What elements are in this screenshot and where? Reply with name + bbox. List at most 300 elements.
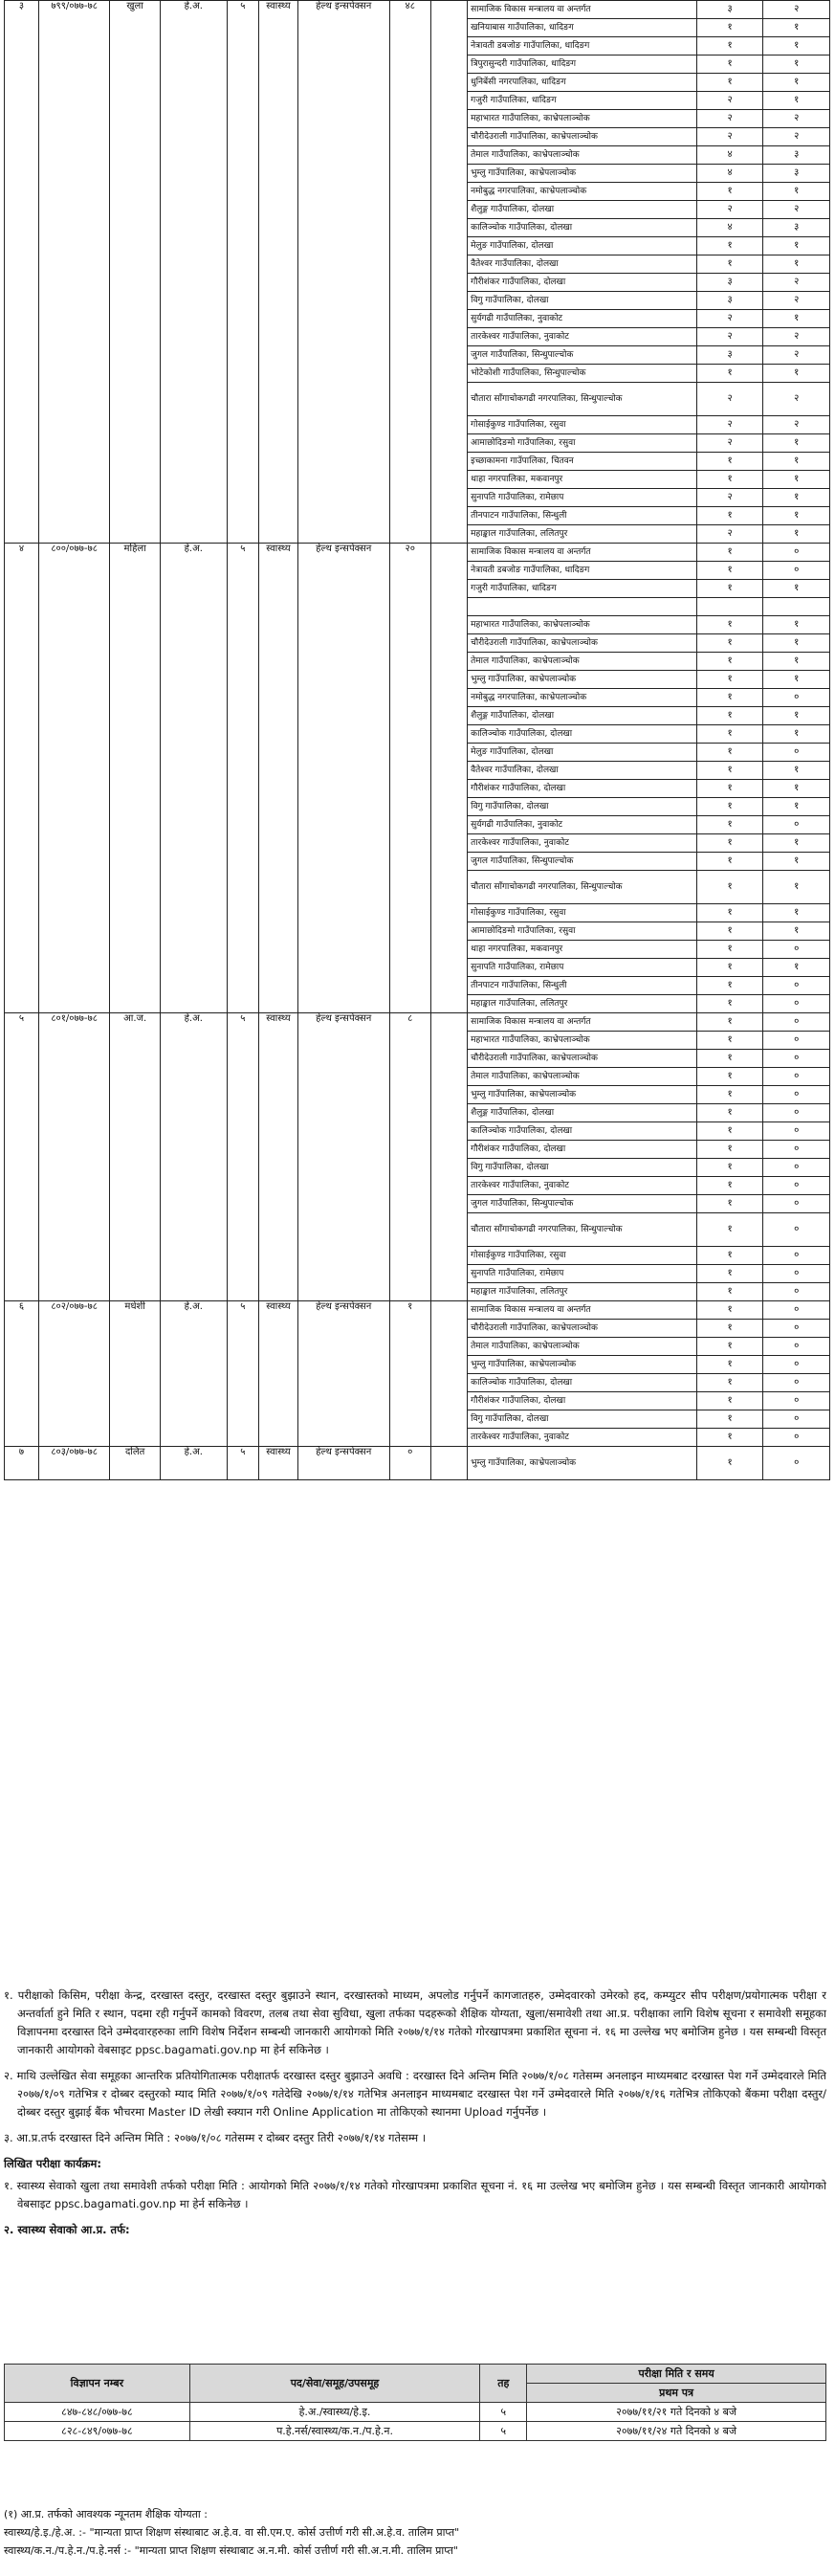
office-name: विगु गाउँपालिका, दोलखा: [468, 798, 697, 816]
count-a: १: [696, 19, 763, 37]
office-name: नमोबुद्ध नगरपालिका, काभ्रेपलाञ्चोक: [468, 183, 697, 201]
office-name: चौरीदेउराली गाउँपालिका, काभ्रेपलाञ्चोक: [468, 634, 697, 653]
level: हे.अ.: [161, 1, 228, 544]
count-b: १: [763, 525, 830, 544]
count-b: १: [763, 580, 830, 598]
count-a: १: [696, 816, 763, 834]
count-b: ०: [763, 1392, 830, 1410]
office-name: महाङ्काल गाउँपालिका, ललितपुर: [468, 995, 697, 1013]
count-b: १: [763, 871, 830, 904]
count-a: १: [696, 941, 763, 959]
office-name: तेमाल गाउँपालिका, काभ्रेपलाञ्चोक: [468, 1068, 697, 1086]
spacer-cell: [430, 544, 467, 1013]
office-name: खनियाबास गाउँपालिका, धादिङग: [468, 19, 697, 37]
exam-date: २०७७/११/२४ गते दिनको ४ बजे: [527, 2422, 826, 2441]
office-name: थाहा नगरपालिका, मकवानपुर: [468, 941, 697, 959]
note-written-1: १. स्वास्थ्य सेवाको खुला तथा समावेशी तर्फको परीक्षा मिति : आयोगको मिति २०७७/१/१४ गतेको गोरखापत्रमा प्रकाशित सूचना नं. १६ मा उल्लेख भए बमोजिम हुनेछ । यस सम्बन्धी विस्तृत जानकारी आयोगको वेबसाइट ppsc.bagamati.gov.np मा हेर्न सकिनेछ ।: [4, 2179, 826, 2210]
count-b: २: [763, 383, 830, 416]
table-row: [5, 1, 830, 19]
count-a: १: [696, 1086, 763, 1104]
total-posts: १: [389, 1301, 430, 1447]
count-a: १: [696, 562, 763, 580]
count-b: १: [763, 634, 830, 653]
count-b: १: [763, 707, 830, 725]
count-a: २: [696, 92, 763, 110]
count-a: १: [696, 1032, 763, 1050]
office-name: विगु गाउँपालिका, दोलखा: [468, 1410, 697, 1429]
office-name: नमोबुद्ध नगरपालिका, काभ्रेपलाञ्चोक: [468, 689, 697, 707]
count-a: १: [696, 995, 763, 1013]
office-name: भुम्लु गाउँपालिका, काभ्रेपलाञ्चोक: [468, 671, 697, 689]
count-b: ०: [763, 544, 830, 562]
office-name: चौतारा साँगाचोकगढी नगरपालिका, सिन्धुपाल्चोक: [468, 383, 697, 416]
office-name: सामाजिक विकास मन्त्रालय वा अन्तर्गत: [468, 1013, 697, 1032]
qualification-heading: (१) आ.प्र. तर्फको आवश्यक न्यूनतम शैक्षिक योग्यता :: [4, 2508, 208, 2520]
qualification-section: [4, 2505, 826, 2560]
office-name: तीनपाटन गाउँपालिका, सिन्धुली: [468, 507, 697, 525]
count-b: ०: [763, 1213, 830, 1247]
count-a: १: [696, 1159, 763, 1177]
count-b: ०: [763, 1410, 830, 1429]
count-b: १: [763, 653, 830, 671]
exam-schedule-table: [4, 2364, 826, 2441]
count-a: १: [696, 904, 763, 922]
note-1: १. परीक्षाको किसिम, परीक्षा केन्द्र, दरखास्त दस्तुर, दरखास्त दस्तुर बुझाउने स्थान, दरखास्तको माध्यम, अपलोड गर्नुपर्ने कागजातहरु, उम्मेदवारको उमेरको हद, कम्प्युटर सीप परीक्षण/प्रयोगात्मक परीक्षा र अन्तर्वार्ता हुने मिति र स्थान, पदमा रही गर्नुपर्ने कामको विवरण, तलब तथा सेवा सुविधा, खुला तर्फका पदहरूको शैक्षिक योग्यता, खुला/समावेशी तथा आ.प्र. परीक्षाका लागि विशेष सूचना र समावेशी समूहका विज्ञापनमा दरखास्त दिने उम्मेदवारहरुका लागि विशेष निर्देशन सम्बन्धी जानकारी आयोगको मिति २०७७/१/१४ गतेको गोरखापत्रमा प्रकाशित सूचना नं. १६ मा उल्लेख भए बमोजिम हुनेछ । यस सम्बन्धी विस्तृत जानकारी आयोगको वेबसाइट ppsc.bagamati.gov.np मा हेर्न सकिनेछ ।: [4, 1988, 826, 2056]
count-b: १: [763, 37, 830, 56]
count-a: २: [696, 328, 763, 346]
count-b: ०: [763, 1195, 830, 1213]
count-a: १: [696, 871, 763, 904]
office-name: विगु गाउँपालिका, दोलखा: [468, 292, 697, 310]
count-a: ३: [696, 292, 763, 310]
count-a: १: [696, 1338, 763, 1356]
office-name: आमाछोदिङमो गाउँपालिका, रसुवा: [468, 922, 697, 941]
count-a: १: [696, 1356, 763, 1374]
office-name: महाभारत गाउँपालिका, काभ्रेपलाञ्चोक: [468, 1032, 697, 1050]
office-name: तारकेश्वर गाउँपालिका, नुवाकोट: [468, 328, 697, 346]
count-b: ३: [763, 146, 830, 165]
count-b: ०: [763, 1356, 830, 1374]
office-name: सामाजिक विकास मन्त्रालय वा अन्तर्गत: [468, 1301, 697, 1320]
exam-row: [5, 2422, 826, 2441]
count-a: १: [696, 616, 763, 634]
count-b: १: [763, 471, 830, 489]
count-b: १: [763, 365, 830, 383]
office-name: चौतारा साँगाचोकगढी नगरपालिका, सिन्धुपाल्चोक: [468, 1213, 697, 1247]
office-name: गौरीशंकर गाउँपालिका, दोलखा: [468, 1392, 697, 1410]
office-name: सुर्यगढी गाउँपालिका, नुवाकोट: [468, 816, 697, 834]
count-b: ०: [763, 1301, 830, 1320]
count-b: १: [763, 904, 830, 922]
count-a: १: [696, 959, 763, 977]
note-2: २. माथि उल्लेखित सेवा समूहका आन्तरिक प्रतियोगितात्मक परीक्षातर्फ दरखास्त दस्तुर बुझाउने अवधि : दरखास्त दिने अन्तिम मिति २०७७/१/०८ गतेसम्म अनलाइन माध्यमबाट दरखास्त पेश गर्ने उम्मेदवारले मिति २०७७/१/०९ गतेभित्र र दोब्बर दस्तुरको म्याद मिति २०७७/१/०९ गतेदेखि २०७७/१/१४ गतेभित्र अनलाइन माध्यमबाट दरखास्त पेश गर्ने उम्मेदवारले मिति २०७७/१/१६ गतेभित्र तोकिएको बैंकमा परीक्षा दस्तुर/दोब्बर दस्तुर बुझाई बैंक भौचरमा Master ID लेखी स्क्यान गरी Online Application मा तोकिएको स्थानमा Upload गर्नुपर्नेछ ।: [4, 2069, 826, 2119]
office-name: गौरीशंकर गाउँपालिका, दोलखा: [468, 780, 697, 798]
level: हे.अ.: [161, 1013, 228, 1301]
office-name: महाभारत गाउँपालिका, काभ्रेपलाञ्चोक: [468, 616, 697, 634]
count-b: १: [763, 489, 830, 507]
count-a: १: [696, 707, 763, 725]
count-b: २: [763, 274, 830, 292]
count-b: १: [763, 183, 830, 201]
count-a: १: [696, 183, 763, 201]
count-a: [696, 598, 763, 616]
grade: ५: [227, 1, 259, 544]
count-a: १: [696, 1410, 763, 1429]
spacer-cell: [430, 1, 467, 544]
total-posts: २०: [389, 544, 430, 1013]
count-a: १: [696, 1104, 763, 1122]
grade: ५: [227, 544, 259, 1013]
office-name: शैलुङ्ग गाउँपालिका, दोलखा: [468, 1104, 697, 1122]
office-name: शैलुङ्ग गाउँपालिका, दोलखा: [468, 201, 697, 219]
category: आ.ज.: [110, 1013, 161, 1301]
post: हेल्थ इन्सपेक्सन: [297, 544, 389, 1013]
office-name: कालिञ्चोक गाउँपालिका, दोलखा: [468, 219, 697, 237]
count-a: १: [696, 471, 763, 489]
count-a: १: [696, 255, 763, 274]
count-b: १: [763, 56, 830, 74]
count-b: ०: [763, 1429, 830, 1447]
count-b: ०: [763, 1032, 830, 1050]
advertisement-number: ८०३/०७७-७८: [38, 1447, 109, 1480]
exam-adv: ८४७-८४८/०७७-७८: [5, 2403, 190, 2422]
count-b: ०: [763, 1283, 830, 1301]
post: हेल्थ इन्सपेक्सन: [297, 1301, 389, 1447]
count-a: १: [696, 671, 763, 689]
count-a: १: [696, 365, 763, 383]
office-name: महाङ्काल गाउँपालिका, ललितपुर: [468, 1283, 697, 1301]
category: मधेशी: [110, 1301, 161, 1447]
count-a: १: [696, 1320, 763, 1338]
office-name: इच्छाकामना गाउँपालिका, चितवन: [468, 453, 697, 471]
count-a: २: [696, 110, 763, 128]
office-name: चौरीदेउराली गाउँपालिका, काभ्रेपलाञ्चोक: [468, 1320, 697, 1338]
count-b: १: [763, 237, 830, 255]
count-b: ०: [763, 1068, 830, 1086]
count-a: ४: [696, 146, 763, 165]
count-a: १: [696, 853, 763, 871]
table-row: [5, 1013, 830, 1032]
count-b: ०: [763, 1265, 830, 1283]
count-b: ३: [763, 165, 830, 183]
grade: ५: [227, 1301, 259, 1447]
office-name: भुम्लु गाउँपालिका, काभ्रेपलाञ्चोक: [468, 165, 697, 183]
level: हे.अ.: [161, 1301, 228, 1447]
grade: ५: [227, 1447, 259, 1480]
office-name: [468, 598, 697, 616]
count-a: १: [696, 507, 763, 525]
count-b: २: [763, 110, 830, 128]
count-b: १: [763, 780, 830, 798]
count-b: ०: [763, 1247, 830, 1265]
office-name: शैलुङ्ग गाउँपालिका, दोलखा: [468, 707, 697, 725]
count-a: २: [696, 416, 763, 434]
serial-number: ७: [5, 1447, 39, 1480]
advertisement-number: ८०१/०७७-७८: [38, 1013, 109, 1301]
office-name: सुनापति गाउँपालिका, रामेछाप: [468, 489, 697, 507]
count-b: ०: [763, 744, 830, 762]
count-a: १: [696, 1141, 763, 1159]
office-name: जुगल गाउँपालिका, सिन्धुपाल्चोक: [468, 853, 697, 871]
office-name: तारकेश्वर गाउँपालिका, नुवाकोट: [468, 834, 697, 853]
count-b: ०: [763, 1159, 830, 1177]
count-a: १: [696, 1068, 763, 1086]
level: हे.अ.: [161, 1447, 228, 1480]
count-a: १: [696, 1374, 763, 1392]
count-a: १: [696, 634, 763, 653]
count-a: १: [696, 977, 763, 995]
qualification-line-1: स्वास्थ्य/हे.इ./हे.अ. :- "मान्यता प्राप्त शिक्षण संस्थाबाट अ.हे.व. वा सी.एम.ए. कोर्स उत्तीर्ण गरी सी.अ.हे.व. तालिम प्राप्त": [4, 2526, 460, 2539]
header-adv: विज्ञापन नम्बर: [5, 2365, 190, 2403]
count-b: १: [763, 434, 830, 453]
office-name: वैतेश्वर गाउँपालिका, दोलखा: [468, 255, 697, 274]
office-name: तारकेश्वर गाउँपालिका, नुवाकोट: [468, 1177, 697, 1195]
count-b: १: [763, 725, 830, 744]
serial-number: ५: [5, 1013, 39, 1301]
count-b: २: [763, 292, 830, 310]
spacer-cell: [430, 1013, 467, 1301]
office-name: कालिञ्चोक गाउँपालिका, दोलखा: [468, 725, 697, 744]
advertisement-number: ८०२/०७७-७८: [38, 1301, 109, 1447]
count-a: १: [696, 453, 763, 471]
count-a: १: [696, 1392, 763, 1410]
count-b: ०: [763, 1338, 830, 1356]
count-a: १: [696, 834, 763, 853]
table-row: [5, 1301, 830, 1320]
level: हे.अ.: [161, 544, 228, 1013]
office-name: चौरीदेउराली गाउँपालिका, काभ्रेपलाञ्चोक: [468, 128, 697, 146]
post: हेल्थ इन्सपेक्सन: [297, 1013, 389, 1301]
count-a: १: [696, 798, 763, 816]
note-3: ३. आ.प्र.तर्फ दरखास्त दिने अन्तिम मिति : २०७७/१/०८ गतेसम्म र दोब्बर दस्तुर तिरी २०७७/१/१४ गतेसम्म ।: [4, 2131, 427, 2144]
count-b: १: [763, 74, 830, 92]
office-name: भुम्लु गाउँपालिका, काभ्रेपलाञ्चोक: [468, 1356, 697, 1374]
office-name: नेत्रावती डबजोङ गाउँपालिका, धादिङग: [468, 37, 697, 56]
count-b: १: [763, 834, 830, 853]
office-name: तेमाल गाउँपालिका, काभ्रेपलाञ्चोक: [468, 146, 697, 165]
exam-date: २०७७/११/२१ गते दिनको ४ बजे: [527, 2403, 826, 2422]
count-b: १: [763, 19, 830, 37]
office-name: गजुरी गाउँपालिका, धादिङग: [468, 580, 697, 598]
count-b: ०: [763, 1050, 830, 1068]
count-a: २: [696, 489, 763, 507]
count-b: २: [763, 1, 830, 19]
count-b: ०: [763, 995, 830, 1013]
header-date: परीक्षा मिति र समय: [527, 2365, 826, 2384]
count-b: ०: [763, 1374, 830, 1392]
exam-adv: ८२८-८४९/०७७-७८: [5, 2422, 190, 2441]
count-b: ०: [763, 1320, 830, 1338]
count-b: ०: [763, 1177, 830, 1195]
office-name: मेलुङ गाउँपालिका, दोलखा: [468, 744, 697, 762]
count-a: १: [696, 56, 763, 74]
count-a: ३: [696, 346, 763, 365]
count-a: २: [696, 383, 763, 416]
count-a: १: [696, 1122, 763, 1141]
office-name: गोसाईकुण्ड गाउँपालिका, रसुवा: [468, 1247, 697, 1265]
count-b: २: [763, 201, 830, 219]
count-b: ०: [763, 941, 830, 959]
count-a: १: [696, 74, 763, 92]
category: महिला: [110, 544, 161, 1013]
office-name: धुनिबेंसी नगरपालिका, धादिङग: [468, 74, 697, 92]
count-b: ०: [763, 689, 830, 707]
count-b: १: [763, 453, 830, 471]
office-name: भुम्लु गाउँपालिका, काभ्रेपलाञ्चोक: [468, 1447, 697, 1480]
count-b: १: [763, 853, 830, 871]
table-row: [5, 1447, 830, 1480]
office-name: तीनपाटन गाउँपालिका, सिन्धुली: [468, 977, 697, 995]
office-name: चौरीदेउराली गाउँपालिका, काभ्रेपलाञ्चोक: [468, 1050, 697, 1068]
count-b: ०: [763, 562, 830, 580]
office-name: मेलुङ गाउँपालिका, दोलखा: [468, 237, 697, 255]
office-name: गौरीशंकर गाउँपालिका, दोलखा: [468, 1141, 697, 1159]
office-name: सामाजिक विकास मन्त्रालय वा अन्तर्गत: [468, 1, 697, 19]
count-a: २: [696, 128, 763, 146]
office-name: गजुरी गाउँपालिका, धादिङग: [468, 92, 697, 110]
count-a: १: [696, 1429, 763, 1447]
table-row: [5, 544, 830, 562]
count-b: १: [763, 798, 830, 816]
exam-post: प.हे.नर्स/स्वास्थ्य/क.न./प.हे.न.: [189, 2422, 480, 2441]
count-a: १: [696, 1247, 763, 1265]
count-a: २: [696, 310, 763, 328]
count-a: ३: [696, 274, 763, 292]
advertisement-number: ७९९/०७७-७८: [38, 1, 109, 544]
total-posts: ४८: [389, 1, 430, 544]
exam-level: ५: [480, 2403, 527, 2422]
count-a: १: [696, 725, 763, 744]
spacer-cell: [430, 1301, 467, 1447]
office-name: नेत्रावती डबजोङ गाउँपालिका, धादिङग: [468, 562, 697, 580]
service: स्वास्थ्य: [259, 1447, 298, 1480]
category: खुला: [110, 1, 161, 544]
count-a: १: [696, 1050, 763, 1068]
count-a: १: [696, 744, 763, 762]
count-a: १: [696, 1447, 763, 1480]
office-name: विगु गाउँपालिका, दोलखा: [468, 1159, 697, 1177]
count-a: १: [696, 580, 763, 598]
count-b: ०: [763, 816, 830, 834]
count-a: १: [696, 237, 763, 255]
notes-section: [4, 1987, 826, 2243]
count-b: ०: [763, 1013, 830, 1032]
office-name: कालिञ्चोक गाउँपालिका, दोलखा: [468, 1374, 697, 1392]
office-name: सुनापति गाउँपालिका, रामेछाप: [468, 959, 697, 977]
grade: ५: [227, 1013, 259, 1301]
count-a: १: [696, 689, 763, 707]
count-a: १: [696, 1265, 763, 1283]
count-b: ३: [763, 219, 830, 237]
post: हेल्थ इन्सपेक्सन: [297, 1447, 389, 1480]
count-b: २: [763, 416, 830, 434]
serial-number: ४: [5, 544, 39, 1013]
count-a: १: [696, 1283, 763, 1301]
total-posts: ०: [389, 1447, 430, 1480]
serial-number: ६: [5, 1301, 39, 1447]
serial-number: ३: [5, 1, 39, 544]
office-name: आमाछोदिङमो गाउँपालिका, रसुवा: [468, 434, 697, 453]
count-b: १: [763, 762, 830, 780]
count-b: १: [763, 671, 830, 689]
office-name: भुम्लु गाउँपालिका, काभ्रेपलाञ्चोक: [468, 1086, 697, 1104]
count-a: ३: [696, 1, 763, 19]
qualification-line-2: स्वास्थ्य/क.न./प.हे.न./प.हे.नर्स :- "मान्यता प्राप्त शिक्षण संस्थाबाट अ.न.मी. कोर्स उत्तीर्ण गरी सी.अ.न.मी. तालिम प्राप्त": [4, 2544, 458, 2557]
count-a: १: [696, 762, 763, 780]
spacer-cell: [430, 1447, 467, 1480]
office-name: महाङ्काल गाउँपालिका, ललितपुर: [468, 525, 697, 544]
count-a: २: [696, 525, 763, 544]
count-a: १: [696, 544, 763, 562]
office-name: तारकेश्वर गाउँपालिका, नुवाकोट: [468, 1429, 697, 1447]
count-b: ०: [763, 1104, 830, 1122]
count-a: ४: [696, 219, 763, 237]
exam-level: ५: [480, 2422, 527, 2441]
office-name: भोटेकोशी गाउँपालिका, सिन्धुपाल्चोक: [468, 365, 697, 383]
total-posts: ८: [389, 1013, 430, 1301]
office-name: तेमाल गाउँपालिका, काभ्रेपलाञ्चोक: [468, 653, 697, 671]
office-name: गोसाईकुण्ड गाउँपालिका, रसुवा: [468, 416, 697, 434]
count-b: २: [763, 128, 830, 146]
count-b: १: [763, 255, 830, 274]
header-level: तह: [480, 2365, 527, 2403]
count-b: [763, 598, 830, 616]
office-name: जुगल गाउँपालिका, सिन्धुपाल्चोक: [468, 1195, 697, 1213]
office-name: चौतारा साँगाचोकगढी नगरपालिका, सिन्धुपाल्चोक: [468, 871, 697, 904]
count-a: १: [696, 1213, 763, 1247]
count-b: १: [763, 922, 830, 941]
count-a: १: [696, 653, 763, 671]
count-b: १: [763, 310, 830, 328]
header-paper: प्रथम पत्र: [527, 2384, 826, 2403]
count-a: ४: [696, 165, 763, 183]
count-b: ०: [763, 1086, 830, 1104]
vacancy-table: [4, 0, 830, 1480]
service: स्वास्थ्य: [259, 544, 298, 1013]
count-a: १: [696, 780, 763, 798]
header-post: पद/सेवा/समूह/उपसमूह: [189, 2365, 480, 2403]
office-name: सामाजिक विकास मन्त्रालय वा अन्तर्गत: [468, 544, 697, 562]
count-b: २: [763, 346, 830, 365]
count-b: १: [763, 92, 830, 110]
office-name: सुर्यगढी गाउँपालिका, नुवाकोट: [468, 310, 697, 328]
count-a: १: [696, 922, 763, 941]
service: स्वास्थ्य: [259, 1, 298, 544]
count-b: १: [763, 507, 830, 525]
office-name: तेमाल गाउँपालिका, काभ्रेपलाञ्चोक: [468, 1338, 697, 1356]
category: दलित: [110, 1447, 161, 1480]
office-name: कालिञ्चोक गाउँपालिका, दोलखा: [468, 1122, 697, 1141]
office-name: त्रिपुरासुन्दरी गाउँपालिका, धादिङग: [468, 56, 697, 74]
count-a: १: [696, 1013, 763, 1032]
office-name: महाभारत गाउँपालिका, काभ्रेपलाञ्चोक: [468, 110, 697, 128]
count-b: २: [763, 328, 830, 346]
count-a: १: [696, 37, 763, 56]
service: स्वास्थ्य: [259, 1301, 298, 1447]
count-a: १: [696, 1195, 763, 1213]
count-b: ०: [763, 1447, 830, 1480]
advertisement-number: ८००/०७७-७८: [38, 544, 109, 1013]
post: हेल्थ इन्सपेक्सन: [297, 1, 389, 544]
count-b: १: [763, 959, 830, 977]
count-a: २: [696, 434, 763, 453]
exam-post: हे.अ./स्वास्थ्य/हे.इ.: [189, 2403, 480, 2422]
office-name: वैतेश्वर गाउँपालिका, दोलखा: [468, 762, 697, 780]
office-name: गौरीशंकर गाउँपालिका, दोलखा: [468, 274, 697, 292]
count-a: १: [696, 1301, 763, 1320]
office-name: थाहा नगरपालिका, मकवानपुर: [468, 471, 697, 489]
count-b: ०: [763, 1122, 830, 1141]
